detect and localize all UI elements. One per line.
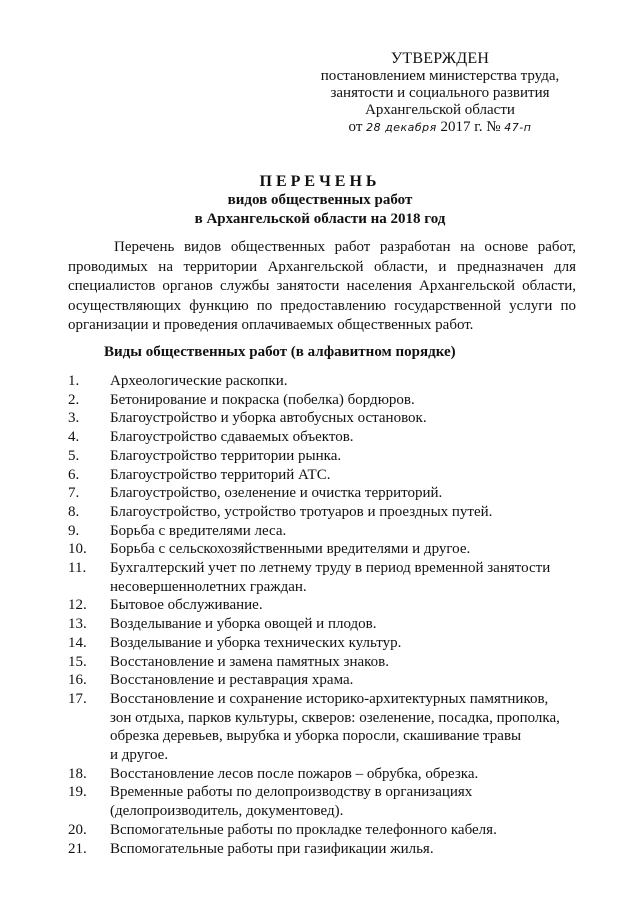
approval-line-3: Архангельской области <box>365 102 515 118</box>
list-item <box>68 484 588 503</box>
list-item-text: Благоустройство, устройство тротуаров и проездных путей. <box>110 503 493 520</box>
list-item <box>68 653 588 672</box>
list-item <box>68 372 588 391</box>
list-item-text: Борьба с сельскохозяйственными вредителями и другое. <box>110 541 471 558</box>
list-item <box>68 765 588 784</box>
list-item <box>68 783 588 820</box>
list-item-number: 3. <box>68 410 80 427</box>
document-subtitle-2: в Архангельской области на 2018 год <box>194 211 446 227</box>
list-item <box>68 409 588 428</box>
list-item-text: Восстановление и замена памятных знаков. <box>110 653 390 670</box>
list-item-number: 18. <box>68 765 87 782</box>
document-title: ПЕРЕЧЕНЬ <box>259 173 381 190</box>
list-item-text: Благоустройство территории рынка. <box>110 447 342 464</box>
list-item <box>68 634 588 653</box>
work-types-list <box>68 372 588 858</box>
list-item-text: Благоустройство и уборка автобусных остановок. <box>110 410 427 427</box>
list-item <box>68 522 588 541</box>
handwritten-number: 47-п <box>504 121 532 134</box>
list-item-number: 17. <box>68 690 87 707</box>
handwritten-date: 28 декабря <box>366 121 437 134</box>
list-item-text: Археологические раскопки. <box>110 373 288 389</box>
list-item <box>68 690 588 765</box>
list-item-number: 11. <box>68 560 87 577</box>
list-item-text: Бухгалтерский учет по летнему труду в период временной занятости несовершеннолетних граждан. <box>110 560 551 595</box>
approval-stamp <box>300 50 580 136</box>
list-item <box>68 821 588 840</box>
list-item <box>68 540 588 559</box>
list-item <box>68 391 588 410</box>
list-item-number: 14. <box>68 634 87 651</box>
list-item-text: Возделывание и уборка технических культур. <box>110 634 402 651</box>
list-title: Виды общественных работ (в алфавитном порядке) <box>104 344 456 360</box>
list-item-text: Вспомогательные работы по прокладке телефонного кабеля. <box>110 821 497 838</box>
list-item-number: 21. <box>68 840 87 857</box>
list-item <box>68 671 588 690</box>
list-item-number: 16. <box>68 672 87 689</box>
list-item-text: Благоустройство территорий АТС. <box>110 466 331 483</box>
approval-year: 2017 г. <box>440 119 483 135</box>
approval-title: УТВЕРЖДЕН <box>390 50 490 67</box>
list-item-text: Временные работы по делопроизводству в организациях (делопроизводитель, документовед). <box>110 784 473 820</box>
number-sign: № <box>486 119 501 135</box>
list-item-number: 1. <box>68 373 80 389</box>
list-item <box>68 503 588 522</box>
list-item-text: Возделывание и уборка овощей и плодов. <box>110 616 377 633</box>
list-item <box>68 840 588 859</box>
list-item-text: Вспомогательные работы при газификации жилья. <box>110 840 434 857</box>
list-item-text: Восстановление лесов после пожаров – обрубка, обрезка. <box>110 765 479 782</box>
list-item-number: 4. <box>68 429 80 446</box>
list-item-number: 5. <box>68 447 80 464</box>
list-item-number: 7. <box>68 485 80 502</box>
list-item <box>68 559 588 596</box>
approval-line-2: занятости и социального развития <box>330 85 550 101</box>
list-item-text: Бытовое обслуживание. <box>110 597 263 614</box>
list-item <box>68 466 588 485</box>
list-item-number: 19. <box>68 784 87 801</box>
intro-paragraph: Перечень видов общественных работ разработан на основе работ, проводимых на территории Архангельской области, и предназначен для специалистов органов службы занятости населения Архангельской области, осуществляющих функцию по предоставлению государственной услуги по организации и проведения оплачиваемых общественных работ. <box>68 239 576 334</box>
list-item-text: Благоустройство сдаваемых объектов. <box>110 429 354 446</box>
approval-line-1: постановлением министерства труда, <box>320 68 560 84</box>
date-prefix: от <box>348 119 363 135</box>
list-item-number: 6. <box>68 466 80 483</box>
list-item-text: Восстановление и реставрация храма. <box>110 672 354 689</box>
list-item <box>68 447 588 466</box>
list-item-text: Восстановление и сохранение историко-архитектурных памятников, зон отдыха, парков культуры, скверов: озеленение, посадка, прополка, обрезка деревьев, вырубка и уборка поросли, скашивание травы и другое. <box>110 690 560 764</box>
list-item-text: Бетонирование и покраска (побелка) бордюров. <box>110 391 415 408</box>
list-item-number: 13. <box>68 616 87 633</box>
list-item <box>68 596 588 615</box>
list-item-number: 20. <box>68 821 87 838</box>
list-item-text: Борьба с вредителями леса. <box>110 522 287 539</box>
list-item-text: Благоустройство, озеленение и очистка территорий. <box>110 485 443 502</box>
list-item-number: 9. <box>68 522 80 539</box>
list-item-number: 10. <box>68 541 87 558</box>
approval-date-line <box>300 119 580 136</box>
list-item-number: 12. <box>68 597 87 614</box>
list-item-number: 2. <box>68 391 80 408</box>
list-item <box>68 428 588 447</box>
document-heading <box>0 172 640 229</box>
list-item <box>68 615 588 634</box>
list-item-number: 8. <box>68 503 80 520</box>
list-item-number: 15. <box>68 653 87 670</box>
document-subtitle-1: видов общественных работ <box>227 192 413 208</box>
